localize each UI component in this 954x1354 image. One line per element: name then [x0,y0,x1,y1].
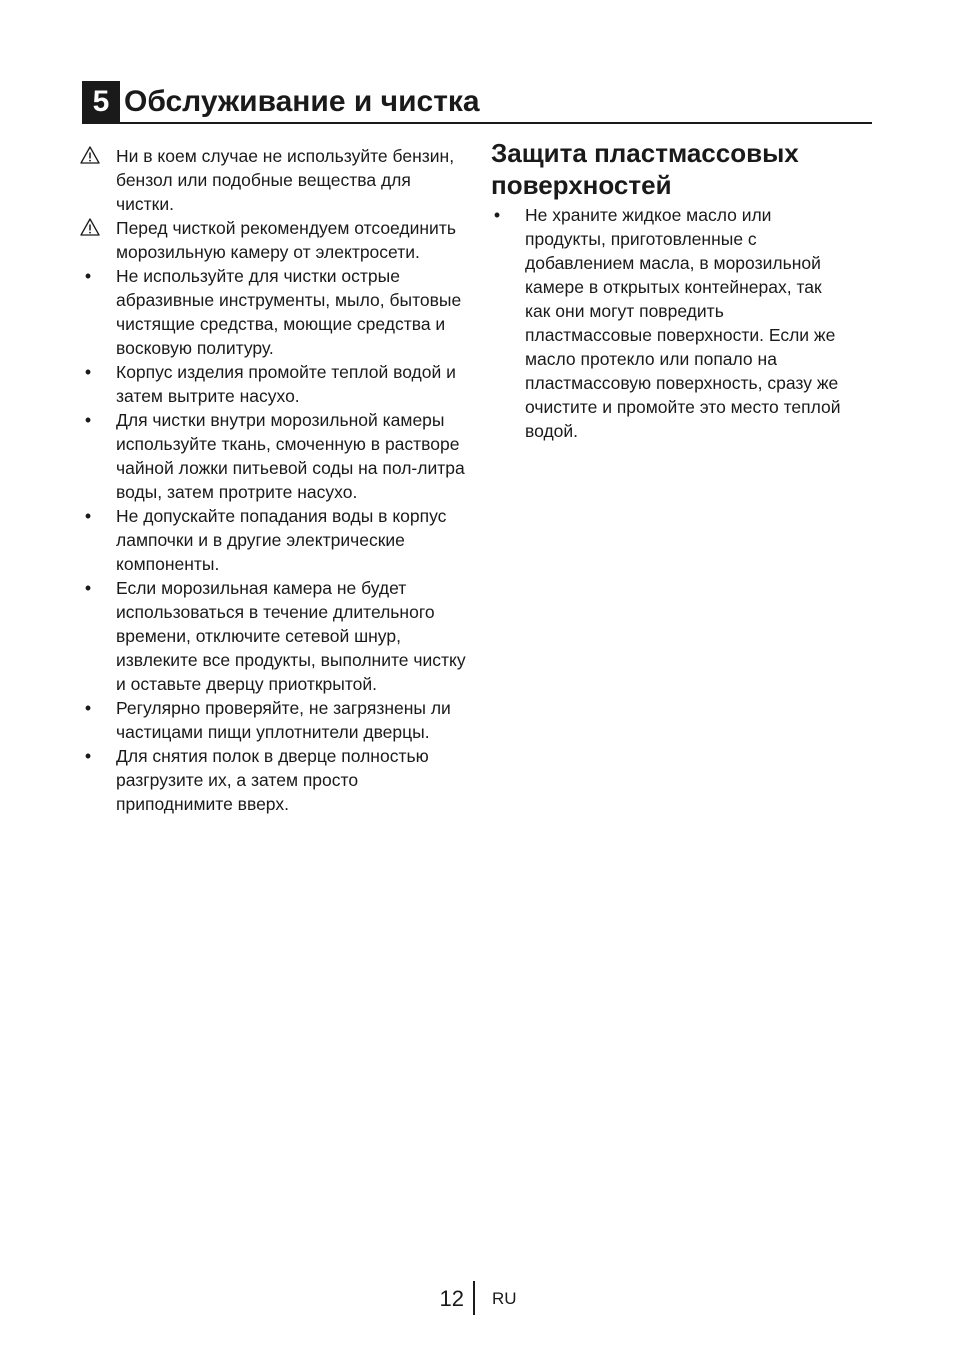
page-number: 12 [439,1286,464,1311]
list-item-text: Не храните жидкое масло или продукты, приготовленные с добавлением масла, в морозильной камере в открытых контейнерах, так как они могут повредить пластмассовые поверхности. Если же масло протекло или попало на пластмассовую поверхность, сразу же очистите и промойте это место теплой водой. [525,205,841,441]
list-item [80,576,470,696]
bullet-icon: • [84,362,92,382]
list-item [489,203,849,443]
bullet-icon: • [84,506,92,526]
language-code: RU [492,1289,517,1308]
list-item [80,144,470,216]
right-column [489,137,849,443]
list-item [80,504,470,576]
list-item-text: Перед чисткой рекомендуем отсоединить морозильную камеру от электросети. [116,218,456,262]
list-item-text: Если морозильная камера не будет использоваться в течение длительного времени, отключите сетевой шнур, извлеките все продукты, выполните чистку и оставьте дверцу приоткрытой. [116,578,466,694]
bullet-icon: • [84,698,92,718]
page-title: Обслуживание и чистка [124,85,480,118]
warning-icon [80,216,106,236]
section-header [82,80,872,124]
list-item [80,264,470,360]
list-item-text: Ни в коем случае не используйте бензин, бензол или подобные вещества для чистки. [116,146,455,214]
list-item [80,744,470,816]
bullet-icon: • [84,578,92,598]
list-item [80,408,470,504]
bullet-icon: • [84,266,92,286]
list-item [80,216,470,264]
footer-divider [473,1281,475,1315]
bullet-icon: • [84,410,92,430]
list-item-text: Регулярно проверяйте, не загрязнены ли частицами пищи уплотнители дверцы. [116,698,451,742]
list-item [80,360,470,408]
left-column [80,144,470,816]
section-number: 5 [82,81,120,123]
list-item-text: Для чистки внутри морозильной камеры используйте ткань, смоченную в растворе чайной ложки питьевой соды на пол-литра воды, затем протрите насухо. [116,410,465,502]
bullet-icon: • [84,746,92,766]
list-item-text: Не используйте для чистки острые абразивные инструменты, мыло, бытовые чистящие средства, моющие средства и восковую политуру. [116,266,462,358]
list-item [80,696,470,744]
bullet-icon: • [493,205,501,225]
list-item-text: Для снятия полок в дверце полностью разгрузите их, а затем просто приподнимите вверх. [116,746,429,814]
section-subheading: Защита пластмассовых поверхностей [491,138,799,200]
list-item-text: Не допускайте попадания воды в корпус лампочки и в другие электрические компоненты. [116,506,447,574]
list-item-text: Корпус изделия промойте теплой водой и затем вытрите насухо. [116,362,456,406]
warning-icon [80,144,106,164]
